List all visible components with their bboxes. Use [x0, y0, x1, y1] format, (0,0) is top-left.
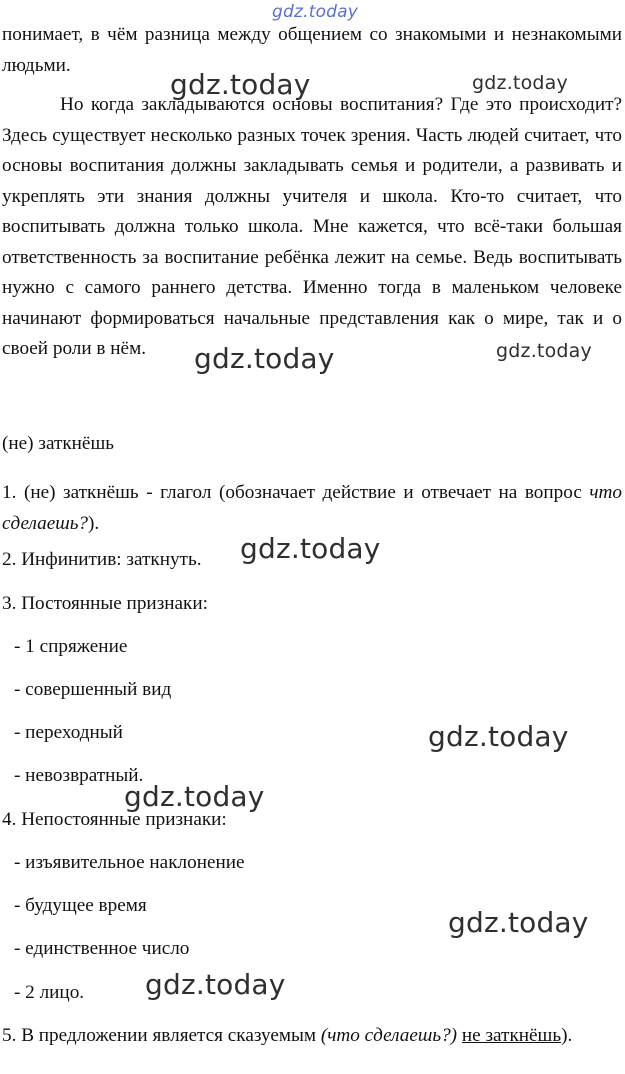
watermark: gdz.today: [124, 780, 265, 813]
analysis-item-1: [2, 477, 622, 539]
feature-item: - будущее время: [14, 895, 147, 916]
item-1-text: 1. (не) заткнёшь - глагол (обозначает действие и отвечает на вопрос: [2, 482, 582, 503]
analysis-item-2: 2. Инфинитив: заткнуть.: [2, 549, 202, 570]
feature-item: - 2 лицо.: [14, 982, 85, 1003]
watermark: gdz.today: [170, 68, 311, 101]
item-1-question: что сделаешь?: [2, 482, 623, 534]
analysis-item-5: [2, 1021, 622, 1051]
essay-paragraph-2: Но когда закладываются основы воспитания? Где это происходит? Здесь существует несколько разных точек зрения. Часть людей считает, что основы воспитания должны закладывать семья и родители, а развивать и укреплять эти знания должны учителя и школа. Кто-то считает, что воспитывать должна только школа. Мне кажется, что всё-таки большая ответственность за воспитание ребёнка лежит на семье. Ведь воспитывать нужно с самого раннего детства. Именно тогда в маленьком человеке начинают формироваться начальные представления как о мире, так и о своей роли в нём.: [2, 94, 622, 359]
watermark: gdz.today: [194, 342, 335, 375]
watermark: gdz.today: [428, 720, 569, 753]
feature-item: - невозвратный.: [14, 765, 144, 786]
analysis-item-3: 3. Постоянные признаки:: [2, 593, 208, 614]
analysis-item-4: 4. Непостоянные признаки:: [2, 809, 227, 830]
feature-item: - изъявительное наклонение: [14, 852, 245, 873]
feature-item: - переходный: [14, 722, 123, 743]
feature-item: - 1 спряжение: [14, 636, 128, 657]
analysis-word: (не) заткнёшь: [2, 433, 114, 454]
watermark: gdz.today: [496, 340, 592, 362]
item-5-answer: не заткнёшь: [461, 1025, 562, 1046]
watermark: gdz.today: [472, 72, 568, 94]
feature-item: - единственное число: [14, 938, 190, 959]
watermark: gdz.today: [240, 532, 381, 565]
item-1-end: ).: [88, 513, 100, 534]
item-5-end: ).: [561, 1025, 573, 1046]
watermark: gdz.today: [145, 968, 286, 1001]
item-5-text: 5. В предложении является сказуемым: [2, 1025, 317, 1046]
feature-item: - совершенный вид: [14, 679, 172, 700]
item-5-question: (что сделаешь?): [320, 1025, 458, 1046]
watermark: gdz.today: [448, 906, 589, 939]
essay-paragraph-1: понимает, в чём разница между общением со знакомыми и незнакомыми людьми.: [2, 24, 622, 76]
watermark-top: gdz.today: [272, 2, 359, 22]
